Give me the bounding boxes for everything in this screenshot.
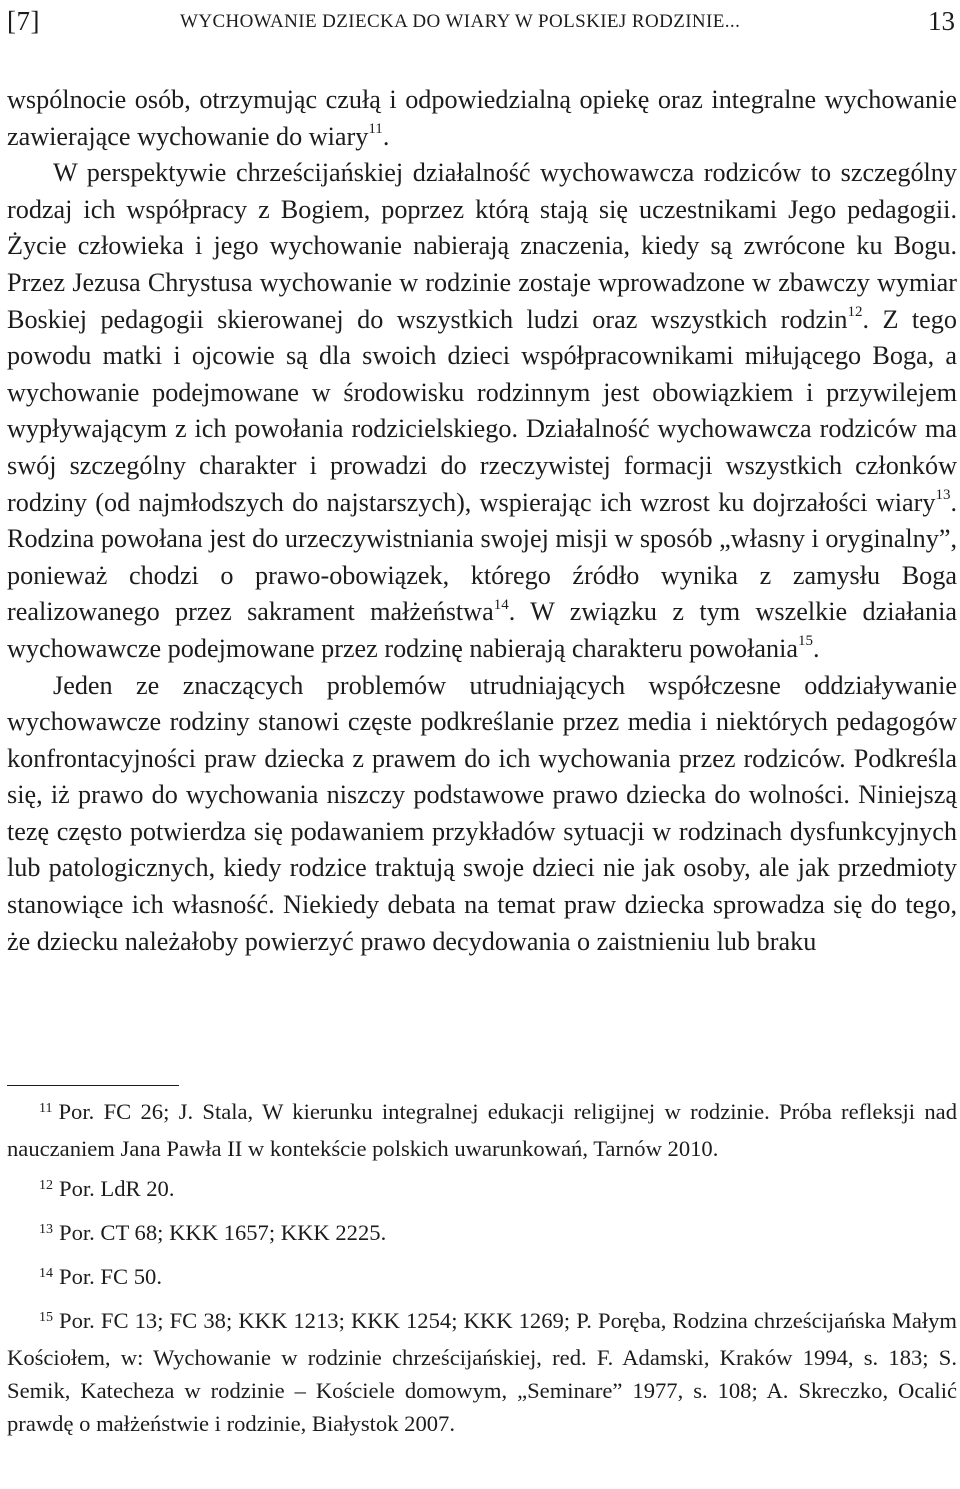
footnote-13 <box>7 1216 957 1253</box>
footnote-separator <box>7 1085 179 1086</box>
running-title: WYCHOWANIE DZIECKA DO WIARY W POLSKIEJ RODZINIE... <box>180 11 741 32</box>
footnote-ref-14: 14 <box>493 596 509 613</box>
footnote-ref-12: 12 <box>847 303 863 320</box>
text-run: . Rodzina powołana jest do urzeczywistniania swojej misji w sposób „własny i oryginalny”, ponieważ chodzi o prawo-obowiązek, którego źródło wynika z zamysłu Boga realizowanego przez sakrament małżeństwa <box>7 487 957 627</box>
footnote-ref-15: 15 <box>798 633 814 650</box>
footnote-ref-11: 11 <box>368 120 383 137</box>
footnote-text: Por. CT 68; KKK 1657; KKK 2225. <box>59 1220 387 1245</box>
footnote-number: 14 <box>39 1266 53 1281</box>
paragraph-1 <box>7 82 957 155</box>
text-run: wspólnocie osób, otrzymując czułą i odpowiedzialną opiekę oraz integralne wychowanie zawierające wychowanie do wiary <box>7 85 957 151</box>
document-page <box>7 0 957 1436</box>
footnote-number: 15 <box>39 1310 53 1325</box>
footnote-11 <box>7 1095 957 1165</box>
footnote-14 <box>7 1260 957 1297</box>
footnote-text: Por. LdR 20. <box>59 1176 175 1201</box>
text-run: . W związku z tym wszelkie działania wychowawcze podejmowane przez rodzinę nabierają charakteru powołania <box>7 597 957 663</box>
body-text <box>7 82 957 960</box>
footnote-12 <box>7 1172 957 1209</box>
footnotes <box>7 1095 957 1447</box>
text-run: . <box>382 121 390 151</box>
footnote-number: 13 <box>39 1222 53 1237</box>
footnote-number: 12 <box>39 1178 53 1193</box>
footnote-ref-13: 13 <box>935 486 951 503</box>
footnote-number: 11 <box>39 1101 53 1116</box>
footnote-text: Por. FC 50. <box>59 1264 162 1289</box>
paragraph-3: Jeden ze znaczących problemów utrudniających współczesne oddziaływanie wychowawcze rodziny stanowi częste podkreślanie przez media i niektórych pedagogów konfrontacyjności praw dziecka z prawem do ich wychowania przez rodziców. Podkreśla się, iż prawo do wychowania niszczy podstawowe prawo dziecka do wolności. Niniejszą tezę często potwierdza się podawaniem przykładów sytuacji w rodzinach dysfunkcyjnych lub patologicznych, kiedy rodzice traktują swoje dzieci nie jak osoby, ale jak przedmioty stanowiące ich własność. Niekiedy debata na temat praw dziecka sprowadza się do tego, że dziecku należałoby powierzyć prawo decydowania o zaistnieniu lub braku <box>7 670 957 956</box>
footnote-text: Por. FC 26; J. Stala, W kierunku integralnej edukacji religijnej w rodzinie. Próba refleksji nad nauczaniem Jana Pawła II w kontekście polskich uwarunkowań, Tarnów 2010. <box>7 1099 957 1161</box>
paragraph-2 <box>7 155 957 667</box>
footnote-text: Por. FC 13; FC 38; KKK 1213; KKK 1254; KKK 1269; P. Poręba, Rodzina chrześcijańska Małym Kościołem, w: Wychowanie w rodzinie chrześcijańskiej, red. F. Adamski, Kraków 1994, s. 183; S. Semik, Katecheza w rodzinie – Kościele domowym, „Seminare” 1977, s. 108; A. Skreczko, Ocalić prawdę o małżeństwie i rodzinie, Białystok 2007. <box>7 1308 957 1436</box>
text-run: W perspektywie chrześcijańskiej działalność wychowawcza rodziców to szczególny rodzaj ich współpracy z Bogiem, poprzez którą stają się uczestnikami Jego pedagogii. Życie człowieka i jego wychowanie nabierają znaczenia, kiedy są zwrócone ku Bogu. Przez Jezusa Chrystusa wychowanie w rodzinie zostaje wprowadzone w zbawczy wymiar Boskiej pedagogii skierowanej do wszystkich ludzi oraz wszystkich rodzin <box>7 158 957 334</box>
footnote-15 <box>7 1304 957 1440</box>
running-header <box>7 2 957 42</box>
text-run: . Z tego powodu matki i ojcowie są dla swoich dzieci współpracownikami miłującego Boga, a wychowanie podejmowane w środowisku rodzinnym jest obowiązkiem i przywilejem wypływającym z ich powołania rodzicielskiego. Działalność wychowawcza rodziców ma swój szczególny charakter i prowadzi do rzeczywistej formacji wszystkich członków rodziny (od najmłodszych do najstarszych), wspierając ich wzrost ku dojrzałości wiary <box>7 304 957 517</box>
section-marker: [7] <box>7 6 40 36</box>
text-run: . <box>813 633 820 663</box>
page-number: 13 <box>928 6 955 36</box>
